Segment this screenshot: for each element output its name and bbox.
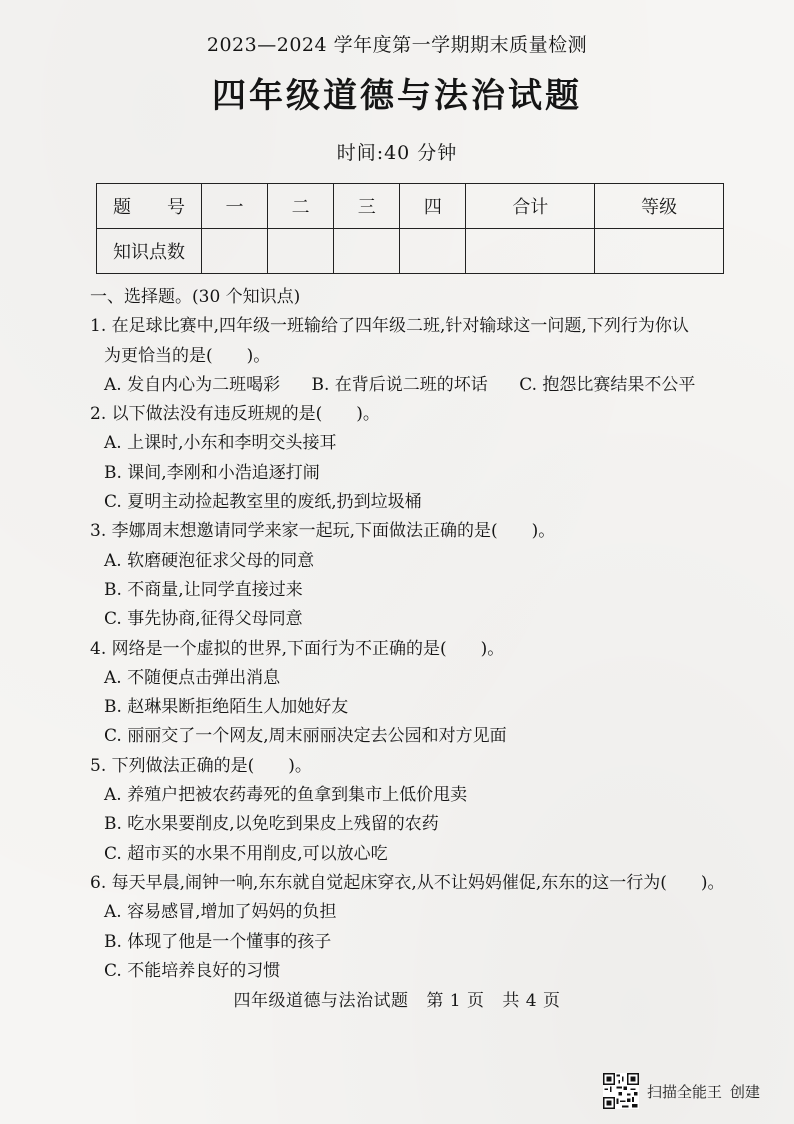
score-table-header-cell: 一: [202, 184, 268, 229]
option: C. 事先协商,征得父母同意: [104, 609, 303, 630]
option: A. 养殖户把被农药毒死的鱼拿到集市上低价甩卖: [104, 785, 468, 806]
question-3: [90, 517, 740, 634]
option: B. 吃水果要削皮,以免吃到果皮上残留的农药: [104, 814, 439, 835]
score-table-header-cell: 合计: [466, 184, 595, 229]
score-cell[interactable]: [268, 229, 334, 274]
option: A. 不随便点击弹出消息: [104, 667, 281, 688]
question-text: 1. 在足球比赛中,四年级一班输给了四年级二班,针对输球这一问题,下列行为你认: [90, 316, 689, 337]
option: C. 丽丽交了一个网友,周末丽丽决定去公园和对方见面: [104, 726, 507, 747]
question-text: 3. 李娜周末想邀请同学来家一起玩,下面做法正确的是( )。: [90, 521, 556, 542]
score-table-row-label: 知识点数: [97, 229, 202, 274]
option-list: [90, 371, 740, 400]
footer-page-number: 第 1 页: [426, 991, 485, 1011]
option: C. 夏明主动捡起教室里的废纸,扔到垃圾桶: [104, 492, 422, 513]
score-cell[interactable]: [334, 229, 400, 274]
question-2: [90, 400, 740, 517]
score-table-header-cell: 三: [334, 184, 400, 229]
scanner-action: 创建: [729, 1082, 760, 1101]
option: A. 容易感冒,增加了妈妈的负担: [104, 902, 337, 923]
score-cell[interactable]: [400, 229, 466, 274]
question-1: [90, 312, 740, 400]
score-cell[interactable]: [595, 229, 724, 274]
score-table: [96, 183, 724, 274]
option: A. 发自内心为二班喝彩: [104, 374, 281, 395]
section-multiple-choice: [90, 283, 740, 986]
question-text: 6. 每天早晨,闹钟一响,东东就自觉起床穿衣,从不让妈妈催促,东东的这一行为( )。: [90, 872, 725, 893]
option: A. 上课时,小东和李明交头接耳: [104, 433, 337, 454]
section-heading: 一、选择题。(30 个知识点): [90, 287, 301, 307]
score-table-header-cell: 题 号: [97, 184, 202, 229]
option: B. 赵琳果断拒绝陌生人加她好友: [104, 697, 349, 718]
scanner-watermark: [603, 1073, 768, 1109]
option: A. 软磨硬泡征求父母的同意: [104, 550, 315, 571]
question-text: 5. 下列做法正确的是( )。: [90, 755, 312, 776]
question-text: 为更恰当的是( )。: [104, 345, 271, 366]
footer-total-pages: 共 4 页: [502, 991, 561, 1011]
exam-time: 时间:40 分钟: [336, 142, 458, 164]
question-text: 2. 以下做法没有违反班规的是( )。: [90, 404, 380, 425]
score-table-header-cell: 二: [268, 184, 334, 229]
score-cell[interactable]: [202, 229, 268, 274]
option: B. 在背后说二班的坏话: [311, 374, 488, 395]
page-footer: [0, 986, 794, 1011]
qr-code-icon: [603, 1073, 639, 1109]
option: C. 不能培养良好的习惯: [104, 960, 281, 981]
question-text: 4. 网络是一个虚拟的世界,下面行为不正确的是( )。: [90, 638, 505, 659]
question-5: [90, 752, 740, 869]
option: B. 体现了他是一个懂事的孩子: [104, 931, 332, 952]
option: C. 超市买的水果不用削皮,可以放心吃: [104, 843, 388, 864]
option: B. 课间,李刚和小浩追逐打闹: [104, 462, 320, 483]
question-6: [90, 869, 740, 986]
scanner-label: 扫描全能王: [646, 1082, 722, 1101]
footer-title: 四年级道德与法治试题: [233, 991, 409, 1011]
page-title: 四年级道德与法治试题: [212, 76, 582, 116]
score-table-header-row: [97, 184, 724, 229]
score-table-header-cell: 等级: [595, 184, 724, 229]
option: C. 抱怨比赛结果不公平: [519, 374, 696, 395]
question-4: [90, 635, 740, 752]
score-table-row: [97, 229, 724, 274]
score-cell[interactable]: [466, 229, 595, 274]
score-table-header-cell: 四: [400, 184, 466, 229]
exam-subtitle: 2023—2024 学年度第一学期期末质量检测: [206, 34, 588, 56]
option: B. 不商量,让同学直接过来: [104, 579, 303, 600]
